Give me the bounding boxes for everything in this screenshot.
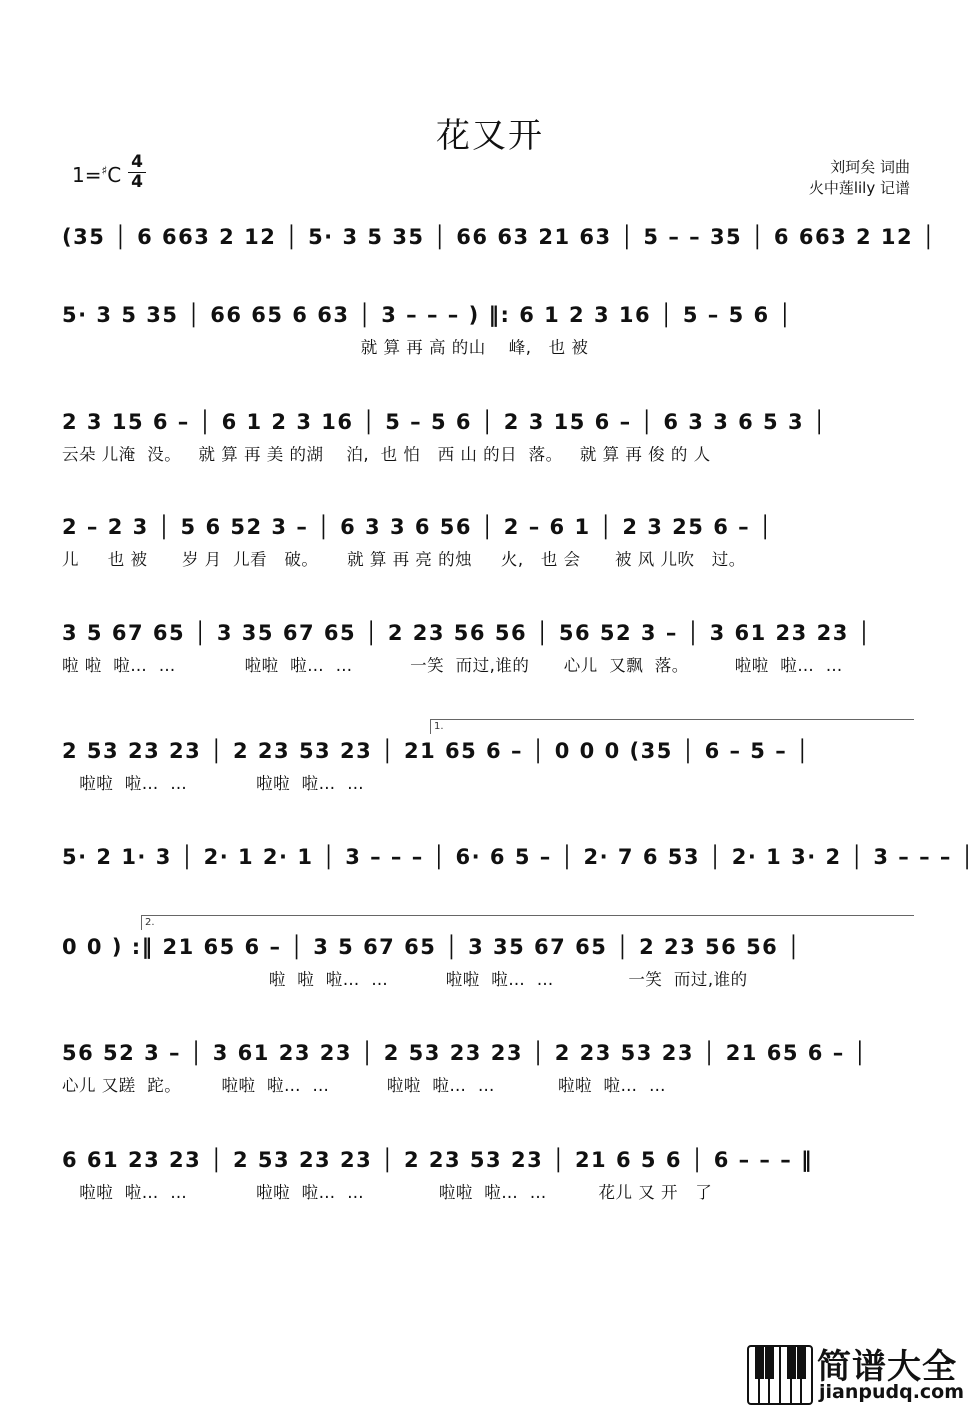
score-row-10 <box>62 1145 922 1205</box>
logo-text: 简谱大全 <box>817 1347 957 1387</box>
lyrics-line: 啦啦 啦… … 啦啦 啦… … <box>62 774 365 793</box>
lyrics-line: 啦啦 啦… … 啦啦 啦… … 啦啦 啦… … 花儿 又 开 了 <box>62 1183 713 1202</box>
notes-line: 5· 2 1· 3 │ 2· 1 2· 1 │ 3 – – – │ 6· 6 5 – │ 2· 7 6 53 │ 2· 1 3· 2 │ 3 – – – │ <box>62 845 975 869</box>
notes-line: 6 61 23 23 │ 2 53 23 23 │ 2 23 53 23 │ 21 6 5 6 │ 6 – – – ‖ <box>62 1148 814 1172</box>
score-row-6 <box>62 736 922 796</box>
logo-url: jianpudq.com <box>819 1381 965 1403</box>
transcriber: 火中莲lily 记谱 <box>808 179 910 197</box>
lyrics-line: 就 算 再 高 的山 峰, 也 被 <box>62 338 589 357</box>
lyrics-line: 啦 啦 啦… … 啦啦 啦… … 一笑 而过,谁的 心儿 又飘 落。 啦啦 啦… … <box>62 656 843 675</box>
notes-line: 0 0 ) :‖ 21 65 6 – │ 3 5 67 65 │ 3 35 67 65 │ 2 23 56 56 │ <box>62 935 802 959</box>
piano-keys-icon <box>747 1345 813 1405</box>
credits <box>809 157 910 199</box>
time-signature <box>128 154 146 191</box>
time-signature-bottom: 4 <box>131 172 143 192</box>
notes-line: 2 53 23 23 │ 2 23 53 23 │ 21 65 6 – │ 0 0 0 (35 │ 6 – 5 – │ <box>62 739 811 763</box>
time-signature-top: 4 <box>131 152 143 172</box>
notes-line: 2 3 15 6 – │ 6 1 2 3 16 │ 5 – 5 6 │ 2 3 15 6 – │ 6 3 3 6 5 3 │ <box>62 410 828 434</box>
second-ending-bracket: 2. <box>141 915 914 930</box>
lyrics-line: 心儿 又蹉 跎。 啦啦 啦… … 啦啦 啦… … 啦啦 啦… … <box>62 1076 667 1095</box>
score-row-3 <box>62 407 922 467</box>
lyricist-composer: 刘珂矣 词曲 <box>830 158 910 176</box>
score-row-4 <box>62 512 922 572</box>
notes-line: 56 52 3 – │ 3 61 23 23 │ 2 53 23 23 │ 2 23 53 23 │ 21 65 6 – │ <box>62 1041 868 1065</box>
first-ending-bracket: 1. <box>430 719 914 734</box>
lyrics-line: 啦 啦 啦… … 啦啦 啦… … 一笑 而过,谁的 <box>62 970 748 989</box>
site-logo <box>747 1339 972 1409</box>
score-row-9 <box>62 1038 922 1098</box>
notes-line: 3 5 67 65 │ 3 35 67 65 │ 2 23 56 56 │ 56 52 3 – │ 3 61 23 23 │ <box>62 621 872 645</box>
notes-line: 2 – 2 3 │ 5 6 52 3 – │ 6 3 3 6 56 │ 2 – 6 1 │ 2 3 25 6 – │ <box>62 515 774 539</box>
notes-line: (35 │ 6 663 2 12 │ 5· 3 5 35 │ 66 63 21 63 │ 5 – – 35 │ 6 663 2 12 │ <box>62 225 937 249</box>
score-row-2 <box>62 300 922 360</box>
score-row-8 <box>62 932 922 992</box>
lyrics-line: 云朵 儿淹 没。 就 算 再 美 的湖 泊, 也 怕 西 山 的日 落。 就 算 再 俊 的 人 <box>62 445 711 464</box>
score-row-7 <box>62 842 975 872</box>
score-row-5 <box>62 618 922 678</box>
notes-line: 5· 3 5 35 │ 66 65 6 63 │ 3 – – – ) ‖: 6 1 2 3 16 │ 5 – 5 6 │ <box>62 303 793 327</box>
score-row-1 <box>62 222 937 252</box>
song-title: 花又开 <box>436 116 544 156</box>
lyrics-line: 儿 也 被 岁 月 儿看 破。 就 算 再 亮 的烛 火, 也 会 被 风 儿吹 过。 <box>62 550 746 569</box>
key-signature: 1=♯C <box>72 163 122 187</box>
